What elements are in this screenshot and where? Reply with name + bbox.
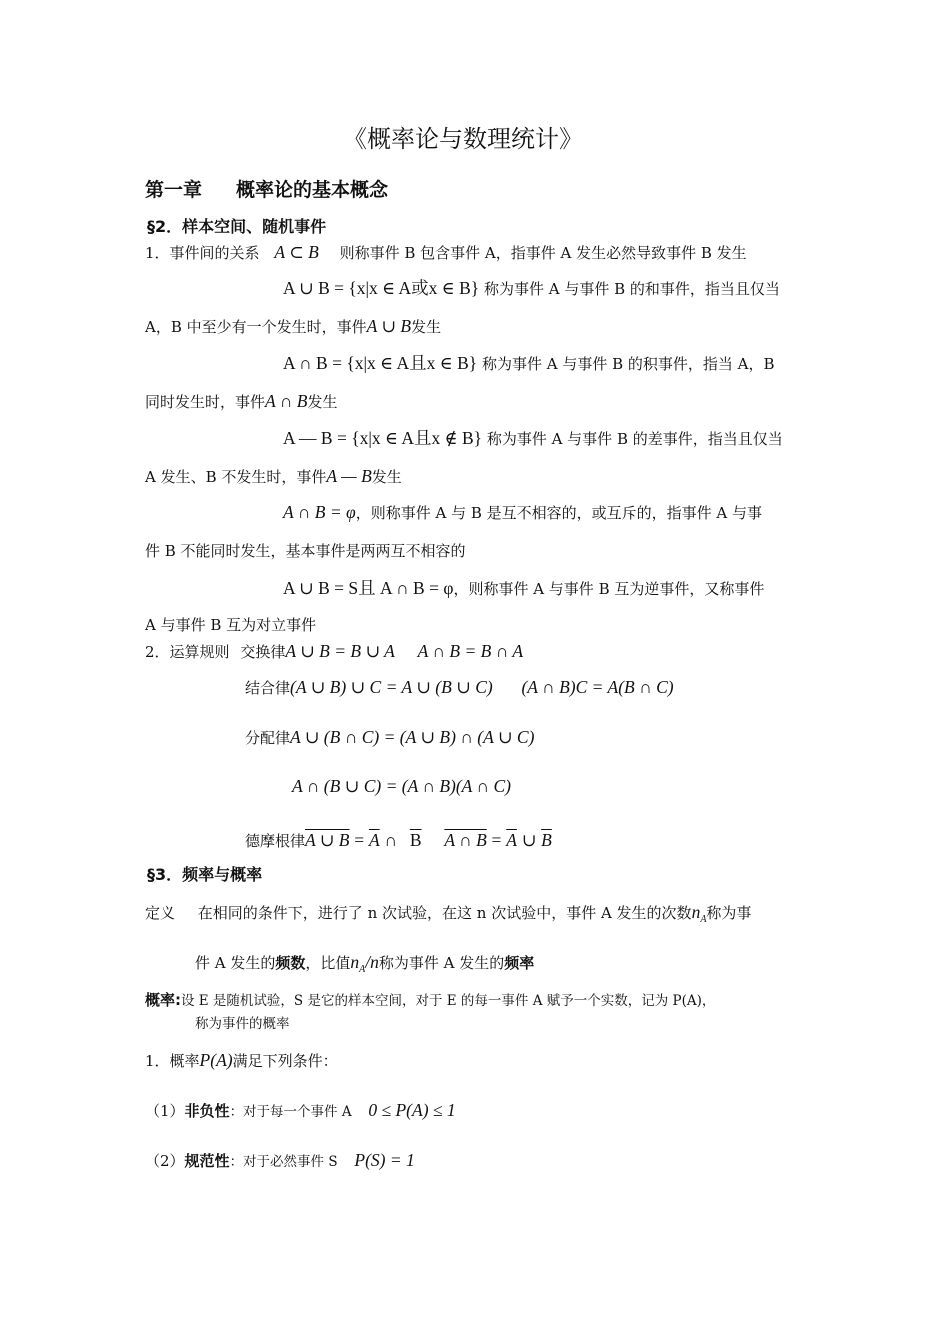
chapter-number: 第一章 <box>145 179 203 201</box>
union-formula: A ∪ B = {x|x ∈ A或x ∈ B} <box>283 278 480 298</box>
diff-cont-end: 发生 <box>371 468 402 486</box>
chapter-title: 概率论的基本概念 <box>236 179 389 201</box>
definition-continuation <box>195 952 534 980</box>
condition-1-line <box>145 1100 456 1122</box>
definition-label: 定义 <box>145 904 176 922</box>
ratio-n: n <box>350 952 360 972</box>
demorgan-2-eq: = <box>491 830 502 850</box>
diff-cont-text: A 发生、B 不发生时，事件 <box>145 468 327 486</box>
exclusive-line <box>283 502 762 523</box>
document-title: 《概率论与数理统计》 <box>343 125 583 153</box>
difference-line <box>283 428 783 449</box>
condition-1-text: ：对于每一个事件 A <box>229 1104 352 1120</box>
condition-2-line <box>145 1150 415 1172</box>
def-cont-text: 件 A 发生的 <box>195 954 276 972</box>
inter-cont-formula: A ∩ B <box>265 391 308 411</box>
union-cont-end: 发生 <box>411 318 442 336</box>
condition-2-term: 规范性 <box>184 1152 230 1170</box>
section-3-heading: §3．频率与概率 <box>147 865 263 884</box>
condition-2-formula: P(S) = 1 <box>354 1150 415 1170</box>
associative-label: 结合律 <box>245 679 291 697</box>
demorgan-2-a: $\overline{A}$ <box>506 830 517 850</box>
def-cont-post: 称为事件 A 发生的 <box>378 954 505 972</box>
item-2-label: 2．运算规则 <box>145 643 230 661</box>
demorgan-2-b: $\overline{B}$ <box>541 830 552 850</box>
union-cont-text: A，B 中至少有一个发生时，事件 <box>145 318 367 336</box>
demorgan-2-lhs: A ∩ B <box>444 830 487 850</box>
intersection-line <box>283 353 775 374</box>
distributive-formula-2: A ∩ (B ∪ C) = (A ∩ B)(A ∩ C) <box>292 776 511 796</box>
frequency-count-term: 频数 <box>275 954 306 972</box>
commutative-label: 交换律 <box>240 643 286 661</box>
union-cont-formula: A ∪ B <box>366 316 412 336</box>
definition-text: 在相同的条件下，进行了 n 次试验，在这 n 次试验中，事件 A 发生的次数 <box>197 904 692 922</box>
subset-formula: A ⊂ B <box>274 242 319 262</box>
commutative-line <box>145 641 523 662</box>
difference-continuation <box>145 466 402 487</box>
relation-subset-line <box>145 242 747 263</box>
condition-1-number: （1） <box>145 1102 185 1120</box>
chapter-heading <box>145 178 388 202</box>
demorgan-1-b: $\overline{B}$ <box>409 830 422 850</box>
intersection-formula: A ∩ B = {x|x ∈ A且x ∈ B} <box>283 353 478 373</box>
exclusive-description: ，则称事件 A 与 B 是互不相容的，或互斥的，指事件 A 与事 <box>355 504 763 522</box>
exclusive-formula: A ∩ B = φ <box>283 502 356 522</box>
exclusive-continuation: 件 B 不能同时发生，基本事件是两两互不相容的 <box>145 542 466 560</box>
demorgan-label: 德摩根律 <box>245 832 306 850</box>
definition-text-end: 称为事 <box>706 904 752 922</box>
union-continuation <box>145 316 441 337</box>
demorgan-1-op: ∩ <box>384 830 398 850</box>
union-description: 称为事件 A 与事件 B 的和事件，指当且仅当 <box>483 280 780 298</box>
ratio-subscript: A <box>359 964 366 975</box>
commutative-union: A ∪ B = B ∪ A <box>285 641 395 661</box>
probability-def-line-2: 称为事件的概率 <box>195 1016 290 1032</box>
probability-def-text-1: 设 E 是随机试验，S 是它的样本空间，对于 E 的每一事件 A 赋予一个实数，记为 P(A)， <box>181 993 716 1009</box>
probability-label: 概率: <box>145 991 181 1009</box>
distributive-line-1 <box>245 727 534 748</box>
union-line <box>283 278 780 299</box>
count-subscript: A <box>700 914 707 925</box>
section-2-heading: §2．样本空间、随机事件 <box>147 217 327 236</box>
associative-intersection: (A ∩ B)C = A(B ∩ C) <box>521 677 674 697</box>
condition-1-formula: 0 ≤ P(A) ≤ 1 <box>368 1100 456 1120</box>
distributive-line-2 <box>292 776 511 797</box>
demorgan-2-op: ∪ <box>521 830 537 850</box>
condition-1-term: 非负性 <box>184 1102 230 1120</box>
associative-line <box>245 677 674 698</box>
inter-cont-end: 发生 <box>307 393 338 411</box>
ratio-denominator: /n <box>365 952 379 972</box>
item-1-label: 1．事件间的关系 <box>145 244 260 262</box>
def-cont-mid: ，比值 <box>305 954 351 972</box>
conditions-intro-line <box>145 1050 338 1071</box>
probability-def-line-1 <box>145 990 715 1011</box>
condition-2-number: （2） <box>145 1152 185 1170</box>
intersection-continuation <box>145 391 337 412</box>
demorgan-1-eq: = <box>354 830 365 850</box>
conditions-text: 满足下列条件： <box>232 1052 338 1070</box>
associative-union: (A ∪ B) ∪ C = A ∪ (B ∪ C) <box>290 677 493 697</box>
distributive-formula-1: A ∪ (B ∩ C) = (A ∪ B) ∩ (A ∪ C) <box>290 727 535 747</box>
frequency-term: 频率 <box>504 954 535 972</box>
commutative-intersection: A ∩ B = B ∩ A <box>417 641 524 661</box>
diff-cont-formula: A — B <box>326 466 372 486</box>
demorgan-1-a: $\overline{A}$ <box>368 830 380 850</box>
inter-cont-text: 同时发生时，事件 <box>145 393 266 411</box>
conditions-label: 1．概率 <box>145 1052 200 1070</box>
definition-line <box>145 902 751 930</box>
complement-description: ，则称事件 A 与事件 B 互为逆事件，又称事件 <box>453 580 765 598</box>
difference-description: 称为事件 A 与事件 B 的差事件，指当且仅当 <box>486 430 783 448</box>
intersection-description: 称为事件 A 与事件 B 的积事件，指当 A，B <box>481 355 775 373</box>
conditions-formula: P(A) <box>199 1050 233 1070</box>
complement-formula: A ∪ B = S且 A ∩ B = φ <box>283 578 454 598</box>
complement-continuation: A 与事件 B 互为对立事件 <box>145 616 317 634</box>
condition-2-text: ：对于必然事件 S <box>229 1154 338 1170</box>
difference-formula: A — B = {x|x ∈ A且x ∉ B} <box>283 428 483 448</box>
subset-description: 则称事件 B 包含事件 A，指事件 A 发生必然导致事件 B 发生 <box>339 244 747 262</box>
demorgan-line <box>245 830 552 851</box>
complement-line <box>283 578 764 599</box>
demorgan-1-lhs: A ∪ B <box>305 830 350 850</box>
count-symbol: n <box>691 902 701 922</box>
distributive-label: 分配律 <box>245 729 291 747</box>
